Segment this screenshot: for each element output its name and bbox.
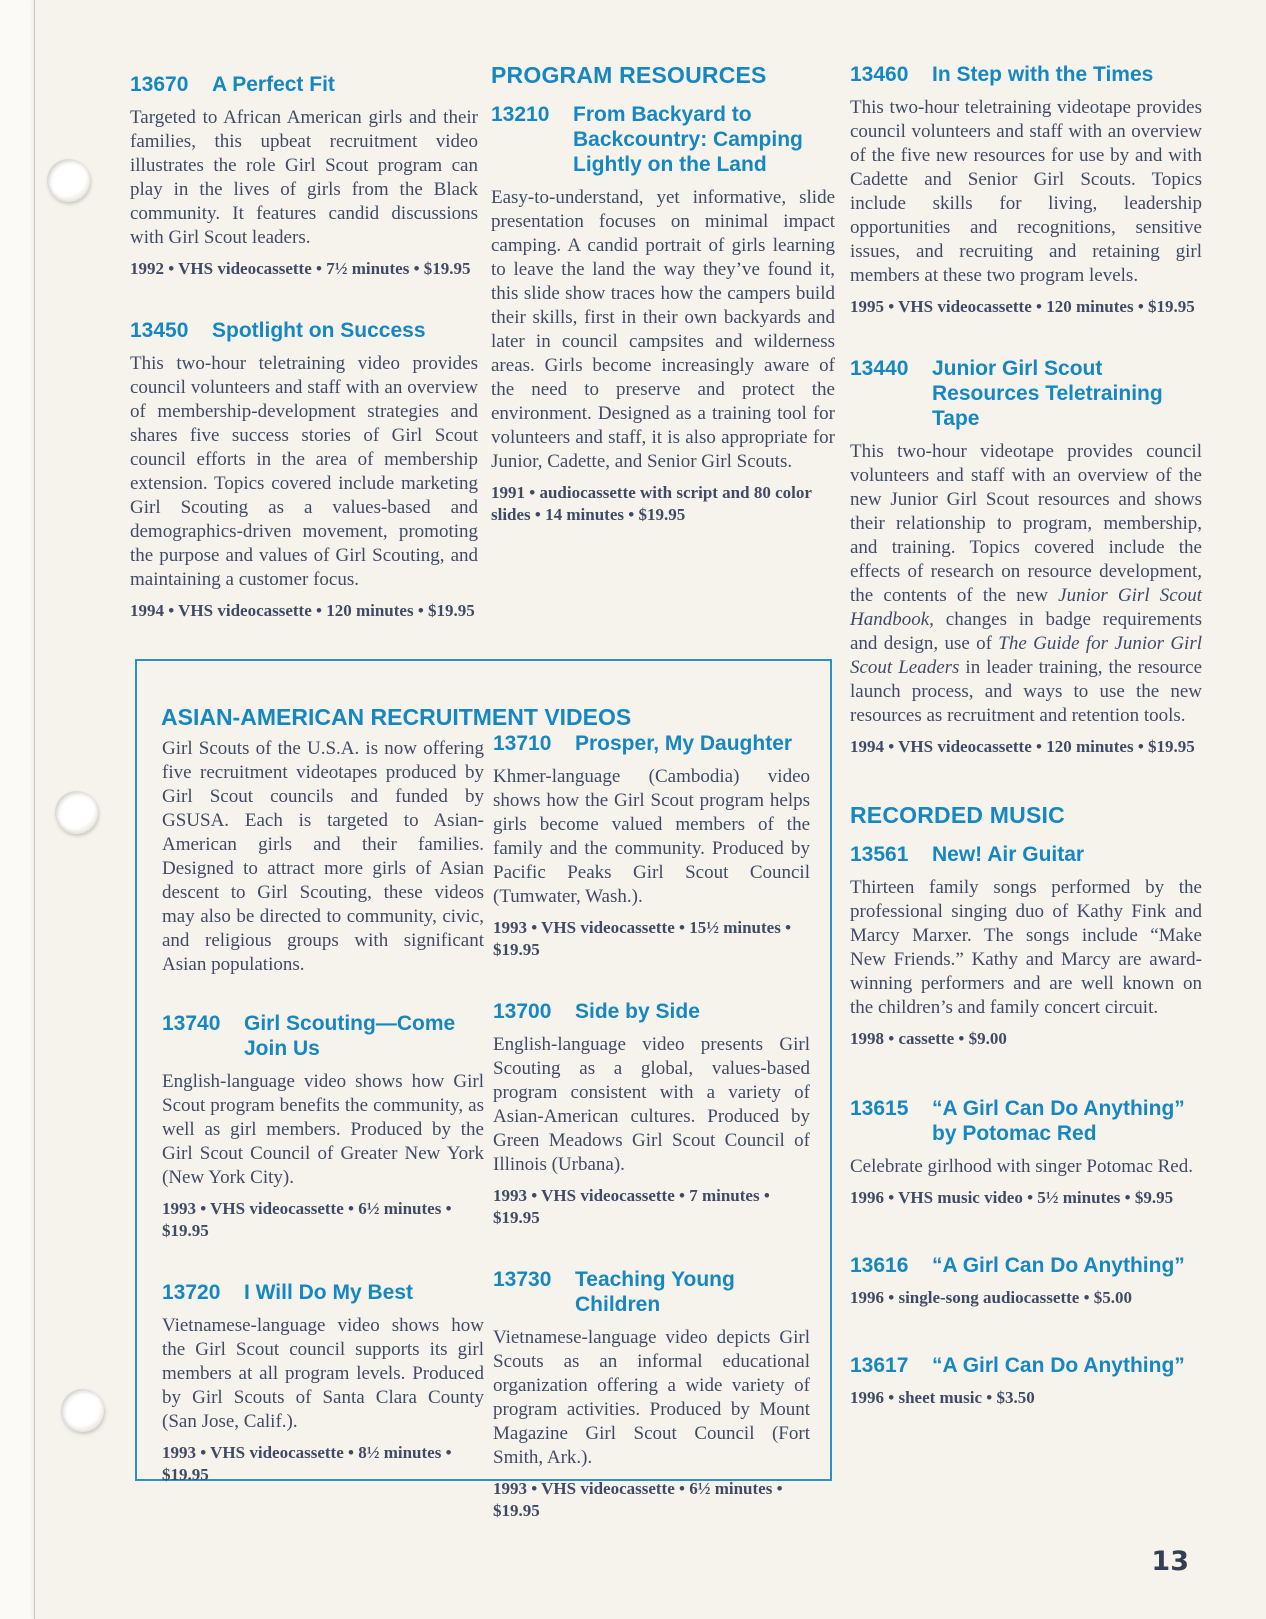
asian-american-videos-box (135, 659, 832, 1520)
item-description: Vietnamese-language video shows how the Girl Scout council supports its girl members at all program levels. Produced by Girl Scouts of Santa Clara County (San Jose, Calif.). (162, 1315, 484, 1432)
catalog-item-13616 (850, 1253, 1202, 1309)
item-meta: 1995 • VHS videocassette • 120 minutes • $19.95 (850, 297, 1195, 316)
item-description: This two-hour videotape provides council volunteers and staff with an overview of the new Junior Girl Scout resources and shows their relationship to program, membership, and training. Topics covered include the effects of research on resource development, the contents of the new Junior Girl Scout Handbook, changes in badge requirements and design, use of The Guide for Junior Girl Scout Leaders in leader training, the resource launch process, and ways to use the new resources as recruitment and retention tools. (850, 441, 1203, 726)
column-middle (491, 62, 835, 564)
binder-hole-top (47, 159, 90, 202)
item-description: English-language video shows how Girl Scout program benefits the community, as well as girl members. Produced by the Girl Scout Council of Greater New York (New York City). (162, 1071, 484, 1188)
item-number: 13440 (850, 357, 909, 380)
item-meta: 1993 • VHS videocassette • 15½ minutes • $19.95 (493, 918, 792, 959)
item-heading (130, 318, 478, 343)
item-meta: 1991 • audiocassette with script and 80 color slides • 14 minutes • $19.95 (491, 483, 812, 524)
item-heading (493, 999, 810, 1024)
item-meta: 1994 • VHS videocassette • 120 minutes • $19.95 (130, 601, 475, 620)
item-number: 13720 (162, 1281, 221, 1304)
section-heading-program-resources: PROGRAM RESOURCES (491, 62, 767, 88)
item-meta: 1993 • VHS videocassette • 8½ minutes • $19.95 (162, 1443, 452, 1484)
catalog-item-13460 (850, 62, 1202, 318)
item-number: 13561 (850, 843, 909, 866)
section-heading-recorded-music: RECORDED MUSIC (850, 802, 1065, 828)
catalog-item-13670 (130, 72, 478, 280)
item-meta: 1996 • VHS music video • 5½ minutes • $9.95 (850, 1188, 1174, 1207)
item-number: 13740 (162, 1012, 221, 1035)
item-title: “A Girl Can Do Anything” by Potomac Red (932, 1097, 1185, 1145)
item-title: From Backyard to Backcountry: Camping Lightly on the Land (573, 103, 803, 176)
item-heading (162, 1280, 484, 1305)
item-heading (491, 102, 835, 177)
item-title: New! Air Guitar (932, 843, 1085, 866)
item-number: 13460 (850, 63, 909, 86)
catalog-item-13450 (130, 318, 478, 622)
item-title: Prosper, My Daughter (575, 732, 793, 755)
item-meta: 1994 • VHS videocassette • 120 minutes • $19.95 (850, 737, 1195, 756)
item-title: A Perfect Fit (212, 73, 335, 96)
item-title: In Step with the Times (932, 63, 1154, 86)
item-heading (493, 731, 810, 756)
item-description: Easy-to-understand, yet informative, slide presentation focuses on minimal impact camping. A candid portrait of girls learning to leave the land the way they’ve found it, this slide show traces how the campers build their skills, first in their own backyards and later in council campsites and wilderness areas. Girls become increasingly aware of the need to preserve and protect the environment. Designed as a training tool for volunteers and staff, it is also appropriate for Junior, Cadette, and Senior Girl Scouts. (491, 187, 835, 472)
item-number: 13210 (491, 103, 550, 126)
page-number: 13 (1151, 1546, 1189, 1577)
item-number: 13730 (493, 1268, 552, 1291)
item-title: Girl Scouting—Come Join Us (244, 1012, 456, 1060)
item-description: Celebrate girlhood with singer Potomac Red. (850, 1156, 1193, 1177)
item-description: This two-hour teletraining videotape provides council volunteers and staff with an overview of the five new resources for use by and with Cadette and Senior Girl Scouts. Topics include skills for living, leadership opportunities and recognitions, sensitive issues, and recruiting and retaining girl members at these two program levels. (850, 97, 1202, 286)
item-number: 13700 (493, 1000, 552, 1023)
item-heading (850, 1353, 1202, 1378)
catalog-item-13210 (491, 102, 835, 526)
item-description: Thirteen family songs performed by the professional singing duo of Kathy Fink and Marcy Marxer. The songs include “Make New Friends.” Kathy and Marcy are award-winning performers and are well known on the children’s and family concert circuit. (850, 877, 1202, 1018)
item-heading (162, 1011, 484, 1061)
catalog-item-13617 (850, 1353, 1202, 1409)
catalog-item-13720 (162, 1280, 484, 1486)
item-number: 13450 (130, 319, 189, 342)
item-number: 13616 (850, 1254, 909, 1277)
item-meta: 1993 • VHS videocassette • 6½ minutes • $19.95 (493, 1479, 783, 1520)
catalog-item-13740 (162, 1011, 484, 1242)
catalog-item-13561 (850, 842, 1202, 1050)
item-heading (850, 842, 1202, 867)
item-description: Khmer-language (Cambodia) video shows how the Girl Scout program helps girls become valued members of the family and the community. Produced by Pacific Peaks Girl Scout Council (Tumwater, Wash.). (493, 766, 810, 907)
item-title: Junior Girl Scout Resources Teletraining Tape (932, 357, 1163, 430)
item-meta: 1993 • VHS videocassette • 7 minutes • $19.95 (493, 1186, 770, 1227)
item-number: 13615 (850, 1097, 909, 1120)
item-number: 13710 (493, 732, 552, 755)
item-heading (850, 62, 1202, 87)
item-description: English-language video presents Girl Scouting as a global, values-based program consistent with a variety of Asian-American cultures. Produced by Green Meadows Girl Scout Council of Illinois (Urbana). (493, 1034, 810, 1175)
item-title: I Will Do My Best (244, 1281, 413, 1304)
catalog-item-13440 (850, 356, 1202, 758)
catalog-item-13710 (493, 731, 810, 961)
item-heading (493, 1267, 810, 1317)
item-title: Side by Side (575, 1000, 700, 1023)
section-heading-asian-american-videos: ASIAN-AMERICAN RECRUITMENT VIDEOS (161, 704, 632, 731)
item-title: Teaching Young Children (575, 1268, 735, 1316)
item-title: Spotlight on Success (212, 319, 426, 342)
catalog-item-13700 (493, 999, 810, 1229)
item-description: This two-hour teletraining video provides council volunteers and staff with an overview of membership-development strategies and shares five success stories of Girl Scout council efforts in the area of membership extension. Topics covered include marketing Girl Scouting as a values-based and demographics-driven movement, promoting the purpose and values of Girl Scouting, and maintaining a customer focus. (130, 353, 478, 590)
box-intro-text: Girl Scouts of the U.S.A. is now offering five recruitment videotapes produced by Girl Scout councils and funded by GSUSA. Each is targeted to Asian-American girls and their families. Designed to attract more girls of Asian descent to Girl Scouting, these videos may also be directed to community, civic, and religious groups with significant Asian populations. (162, 738, 484, 975)
item-meta: 1996 • sheet music • $3.50 (850, 1388, 1035, 1407)
item-number: 13617 (850, 1354, 909, 1377)
item-number: 13670 (130, 73, 189, 96)
item-meta: 1996 • single-song audiocassette • $5.00 (850, 1288, 1133, 1307)
binder-hole-bottom (61, 1389, 104, 1432)
item-heading (850, 1253, 1202, 1278)
column-left (130, 72, 478, 660)
item-heading (850, 1096, 1202, 1146)
item-title: “A Girl Can Do Anything” (932, 1354, 1185, 1377)
item-meta: 1993 • VHS videocassette • 6½ minutes • $19.95 (162, 1199, 452, 1240)
box-column-right (493, 731, 810, 1560)
item-heading (850, 356, 1202, 431)
catalog-item-13730 (493, 1267, 810, 1522)
item-meta: 1992 • VHS videocassette • 7½ minutes • $19.95 (130, 259, 471, 278)
item-title: “A Girl Can Do Anything” (932, 1254, 1185, 1277)
item-meta: 1998 • cassette • $9.00 (850, 1029, 1007, 1048)
column-right (850, 62, 1202, 1447)
binder-hole-middle (55, 791, 98, 834)
box-column-left (162, 737, 484, 1524)
catalog-page (34, 0, 1266, 1619)
item-description: Vietnamese-language video depicts Girl Scouts as an informal educational organization offering a wide variety of program activities. Produced by Mount Magazine Girl Scout Council (Fort Smith, Ark.). (493, 1327, 810, 1468)
item-description: Targeted to African American girls and their families, this upbeat recruitment video illustrates the role Girl Scout program can play in the lives of girls from the Black community. It features candid discussions with Girl Scout leaders. (130, 107, 478, 248)
catalog-item-13615 (850, 1096, 1202, 1209)
item-heading (130, 72, 478, 97)
